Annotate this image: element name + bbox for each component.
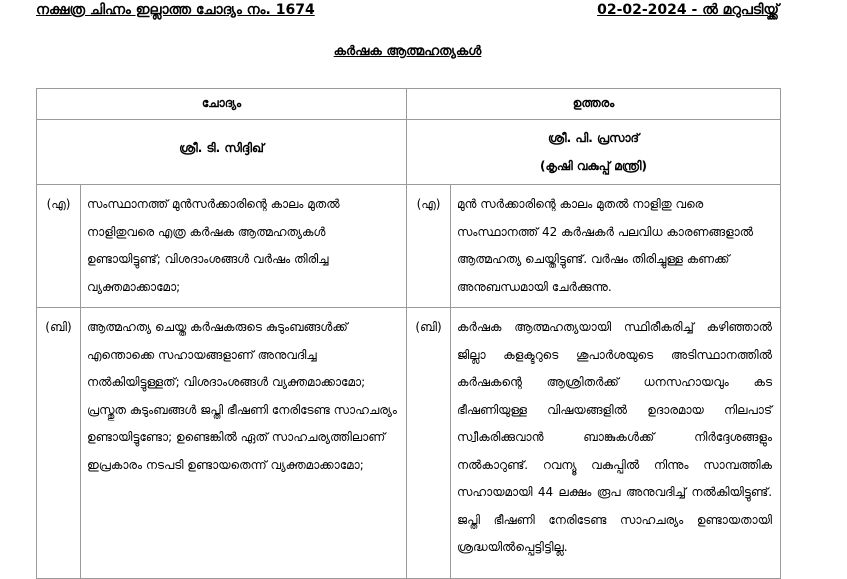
table-row <box>37 308 781 579</box>
questioner-name: ശ്രീ. ടി. സിദ്ദിഖ് <box>179 141 264 155</box>
question-column-header: ചോദ്യം <box>37 89 407 120</box>
answer-label: (എ) <box>407 185 451 308</box>
table-row <box>37 185 781 308</box>
person-row <box>37 120 781 185</box>
answer-date: 02-02-2024 - ൽ മറുപടിയ്ക്ക് <box>597 2 779 18</box>
document-title: കർഷക ആത്മഹത്യകൾ <box>333 44 482 59</box>
question-text: സംസ്ഥാനത്ത് മുൻസർക്കാരിന്റെ കാലം മുതൽ നാളിതുവരെ എത്ര കർഷക ആത്മഹത്യകൾ ഉണ്ടായിട്ടുണ്ട്; വിശദാംശങ്ങൾ വർഷം തിരിച്ച വ്യക്തമാക്കാമോ; <box>81 185 407 308</box>
answer-column-header: ഉത്തരം <box>407 89 781 120</box>
answerer-cell <box>407 120 781 185</box>
answerer-role: (കൃഷി വകുപ്പ് മന്ത്രി) <box>540 159 647 173</box>
question-label: (ബി) <box>37 308 81 579</box>
answer-label: (ബി) <box>407 308 451 579</box>
question-text: ആത്മഹത്യ ചെയ്ത കർഷകരുടെ കുടുംബങ്ങൾക്ക് എന്തൊക്കെ സഹായങ്ങളാണ് അനുവദിച്ച നൽകിയിട്ടുള്ളത്; വിശദാംശങ്ങൾ വ്യക്തമാക്കാമോ; പ്രസ്തുത കുടുംബങ്ങൾ ജപ്തി ഭീഷണി നേരിടേണ്ട സാഹചര്യം ഉണ്ടായിട്ടുണ്ടോ; ഉണ്ടെങ്കിൽ ഏത് സാഹചര്യത്തിലാണ് ഇപ്രകാരം നടപടി ഉണ്ടായതെന്ന് വ്യക്തമാക്കാമോ; <box>81 308 407 579</box>
answerer-name: ശ്രീ. പി. പ്രസാദ് <box>547 131 640 145</box>
answer-text: കർഷക ആത്മഹത്യയായി സ്ഥിരീകരിച്ച് കഴിഞ്ഞാൽ ജില്ലാ കളക്ടറുടെ ശുപാർശയുടെ അടിസ്ഥാനത്തിൽ കർഷകന്റെ ആശ്രിതർക്ക് ധനസഹായവും കട ഭീഷണിയുള്ള വിഷയങ്ങളിൽ ഉദാരമായ നിലപാട് സ്വീകരിക്കുവാൻ ബാങ്കുകൾക്ക് നിർദ്ദേശങ്ങളും നൽകാറുണ്ട്. റവന്യൂ വകുപ്പിൽ നിന്നും സാമ്പത്തിക സഹായമായി 44 ലക്ഷം രൂപ അനുവദിച്ച് നൽകിയിട്ടുണ്ട്. ജപ്തി ഭീഷണി നേരിടേണ്ട സാഹചര്യം ഉണ്ടായതായി ശ്രദ്ധയിൽപ്പെട്ടിട്ടില്ല. <box>451 308 781 579</box>
questioner-cell <box>37 120 407 185</box>
question-label: (എ) <box>37 185 81 308</box>
question-reference: നക്ഷത്ര ചിഹ്നം ഇല്ലാത്ത ചോദ്യം നം. 1674 <box>36 2 315 18</box>
table-header-row <box>37 89 781 120</box>
question-answer-table <box>36 88 781 579</box>
answer-text: മുൻ സർക്കാരിന്റെ കാലം മുതൽ നാളിതു വരെ സംസ്ഥാനത്ത് 42 കർഷകർ പലവിധ കാരണങ്ങളാൽ ആത്മഹത്യ ചെയ്തിട്ടുണ്ട്. വർഷം തിരിച്ചുള്ള കണക്ക് അനുബന്ധമായി ചേർക്കുന്നു. <box>451 185 781 308</box>
